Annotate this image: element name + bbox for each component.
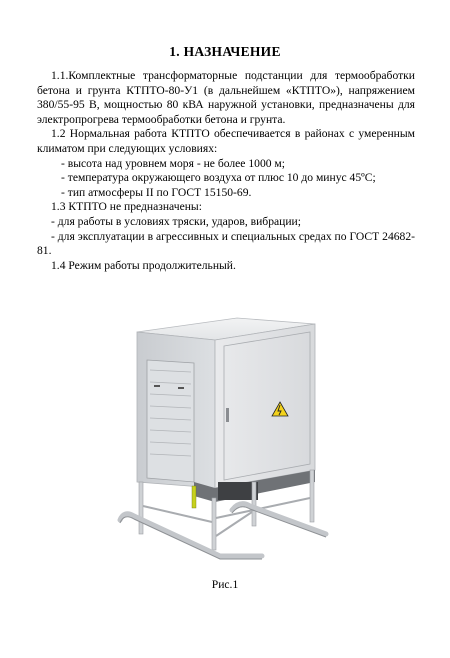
condition-item: - высота над уровнем моря - не более 1000 м;: [61, 156, 285, 170]
paragraph-1-2: 1.2 Нормальная работа КТПТО обеспечивается в районах с умеренным климатом при следующих условиях:: [37, 127, 415, 155]
condition-item: - тип атмосферы II по ГОСТ 15150-69.: [61, 185, 252, 199]
paragraph-1-4: 1.4 Режим работы продолжительный.: [51, 258, 236, 272]
condition-item: - температура окружающего воздуха от плюс 10 до минус 45ºС;: [61, 171, 376, 185]
section-title: 1. НАЗНАЧЕНИЕ: [169, 44, 281, 59]
section-body: [37, 69, 415, 273]
restriction-item: - для эксплуатации в агрессивных и специальных средах по ГОСТ 24682-81.: [37, 229, 415, 258]
paragraph-1-3: 1.3 КТПТО не предназначены:: [51, 200, 202, 214]
restriction-item: - для работы в условиях тряски, ударов, вибрации;: [51, 214, 301, 228]
paragraph-1-1: 1.1.Комплектные трансформаторные подстанции для термообработки бетона и грунта КТПТО-80-У1 (в дальнейшем «КТПТО»), напряжением 380/55-95 В, мощностью 80 кВА наружной установки, предназначены для электропрогрева термообработки бетона и грунта.: [37, 69, 415, 126]
figure-caption: Рис.1: [211, 578, 239, 591]
substation-figure: [112, 310, 334, 565]
